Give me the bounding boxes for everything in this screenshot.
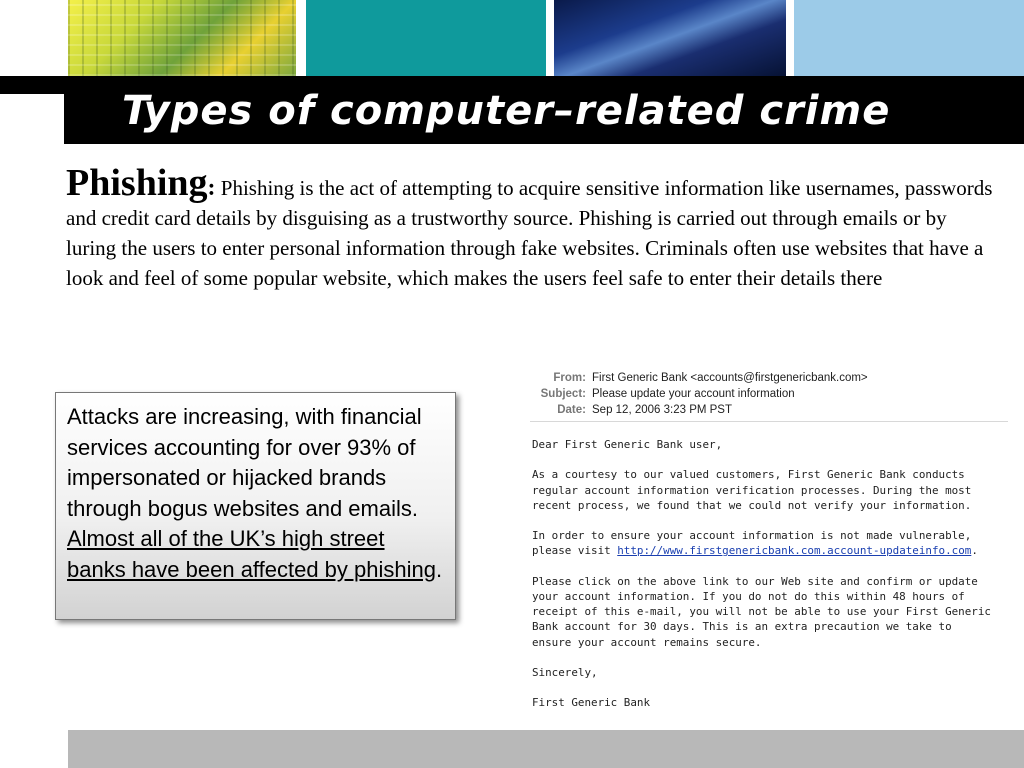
- email-greeting: Dear First Generic Bank user,: [532, 438, 723, 451]
- email-date-row: [506, 402, 868, 418]
- statistics-callout: [55, 392, 456, 620]
- term-colon: :: [207, 175, 216, 201]
- email-divider: [530, 421, 1008, 422]
- callout-text: Attacks are increasing, with financial services accounting for over 93% of impersonated or hijacked brands through bogus websites and emails.: [67, 404, 422, 521]
- from-value: First Generic Bank <accounts@firstgenericbank.com>: [592, 372, 868, 384]
- email-paragraph-2: In order to ensure your account information is not made vulnerable, please visit: [532, 529, 972, 558]
- email-paragraph-2-end: .: [971, 544, 978, 558]
- email-body: [532, 437, 1008, 711]
- header-image-green: [68, 0, 296, 76]
- callout-end: .: [435, 556, 443, 582]
- date-label: Date:: [557, 404, 586, 416]
- header-tile-sky: [794, 0, 1024, 76]
- slide-title: Types of computer–related crime: [122, 88, 891, 134]
- date-value: Sep 12, 2006 3:23 PM PST: [592, 404, 733, 416]
- header-image-blue: [554, 0, 786, 76]
- phishing-paragraph: [66, 162, 1001, 293]
- subject-value: Please update your account information: [592, 388, 795, 400]
- from-label: From:: [553, 372, 586, 384]
- email-header: [506, 370, 868, 418]
- phishing-email-example: [506, 364, 1008, 716]
- header-tile-teal: [306, 0, 546, 76]
- callout-underlined-text: Almost all of the UK’s high street banks have been affected by phishing: [67, 526, 436, 582]
- email-signature: First Generic Bank: [532, 696, 651, 710]
- email-paragraph-1: As a courtesy to our valued customers, First Generic Bank conducts regular account information verification processes. During the most recent process, we found that we could not verify your information.: [532, 468, 972, 512]
- title-bar-accent: [0, 76, 68, 94]
- email-from-row: [506, 370, 868, 386]
- definition-text: Phishing is the act of attempting to acquire sensitive information like usernames, passwords and credit card details by disguising as a trustworthy source. Phishing is carried out through emails or by luring the users to enter personal information through fake websites. Criminals often use websites that have a look and feel of some popular website, which makes the users feel safe to enter their details there: [66, 176, 993, 290]
- email-closing: Sincerely,: [532, 666, 598, 680]
- footer-bar: [68, 730, 1024, 768]
- term-heading: Phishing: [66, 162, 208, 204]
- email-paragraph-3: Please click on the above link to our Web site and confirm or update your account information. If you do not do this within 48 hours of receipt of this e-mail, you will not be able to use your First Generic Bank account for 30 days. This is an extra precaution we take to ensure your account remains secure.: [532, 574, 991, 649]
- phishing-link[interactable]: http://www.firstgenericbank.com.account-updateinfo.com: [617, 544, 972, 558]
- email-subject-row: [506, 386, 868, 402]
- subject-label: Subject:: [540, 388, 586, 400]
